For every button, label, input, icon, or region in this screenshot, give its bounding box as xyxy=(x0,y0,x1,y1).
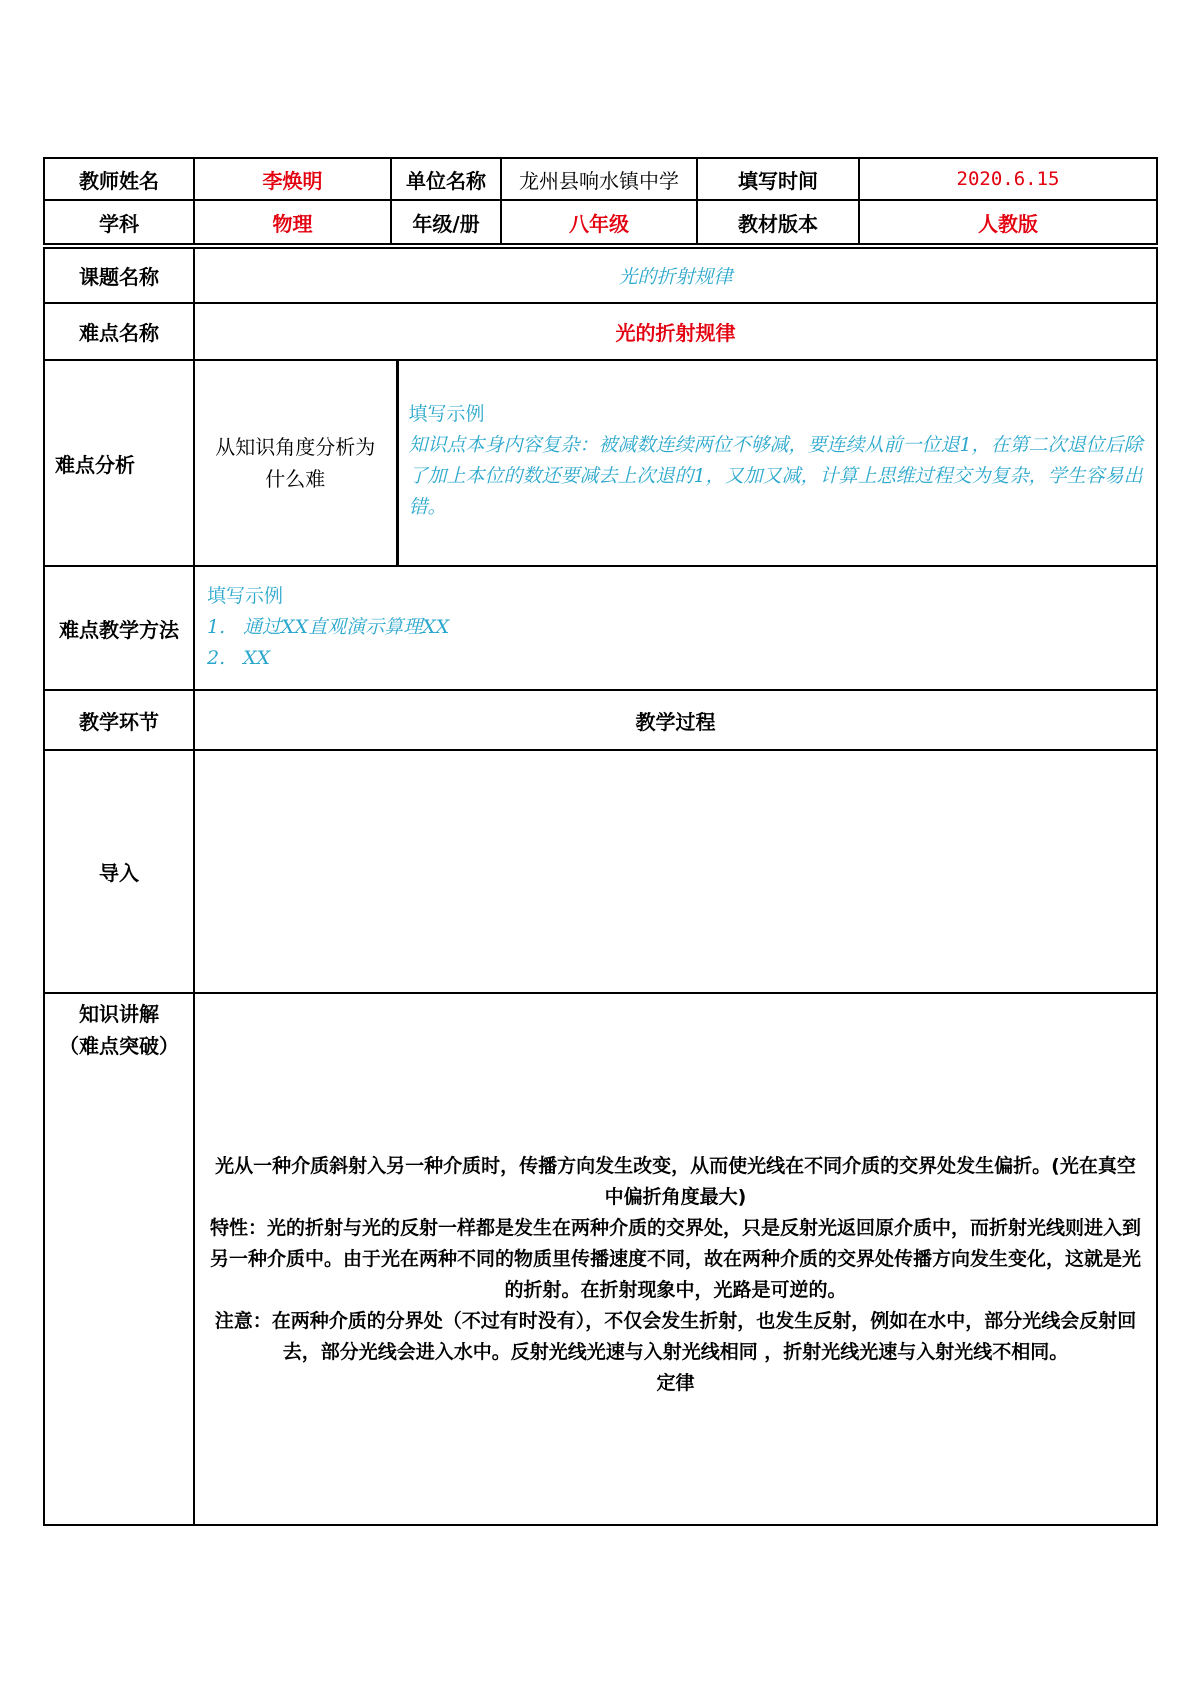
fill-date-label: 填写时间 xyxy=(697,158,859,200)
method-item xyxy=(207,643,1144,674)
lesson-plan-form xyxy=(43,157,1156,1526)
difficulty-value: 光的折射规律 xyxy=(194,303,1157,360)
knowledge-paragraph-law: 定律 xyxy=(656,1372,695,1394)
teaching-stage-label: 教学环节 xyxy=(44,690,194,750)
analysis-sub-label: 从知识角度分析为什么难 xyxy=(194,360,397,566)
knowledge-paragraph-property: 特性：光的折射与光的反射一样都是发生在两种介质的交界处，只是反射光返回原介质中，而折射光线则进入到另一种介质中。由于光在两种不同的物质里传播速度不同，故在两种介质的交界处传播方向发生变化，这就是光的折射。在折射现象中，光路是可逆的。 xyxy=(210,1217,1142,1301)
analysis-example-title: 填写示例 xyxy=(408,403,485,425)
difficulty-label: 难点名称 xyxy=(44,303,194,360)
header-table xyxy=(43,157,1158,245)
analysis-example-text: 知识点本身内容复杂：被减数连续两位不够减，要连续从前一位退1，在第二次退位后除了加上本位的数还要减去上次退的1，又加又减，计算上思维过程交为复杂，学生容易出错。 xyxy=(408,434,1143,518)
knowledge-label: 知识讲解 xyxy=(79,1002,159,1026)
teacher-name-label: 教师姓名 xyxy=(44,158,194,200)
textbook-edition-value: 人教版 xyxy=(859,200,1157,244)
knowledge-label-cell xyxy=(44,993,194,1525)
teaching-process-label: 教学过程 xyxy=(194,690,1157,750)
intro-content xyxy=(194,750,1157,993)
method-example-title: 填写示例 xyxy=(207,585,284,607)
analysis-example-cell xyxy=(397,360,1157,566)
method-item xyxy=(207,612,1144,643)
topic-label: 课题名称 xyxy=(44,248,194,303)
unit-name-label: 单位名称 xyxy=(391,158,501,200)
knowledge-text xyxy=(195,1151,1156,1399)
grade-label: 年级/册 xyxy=(391,200,501,244)
method-item-number: 2. xyxy=(207,647,226,669)
knowledge-paragraph-definition: 光从一种介质斜射入另一种介质时，传播方向发生改变，从而使光线在不同介质的交界处发生偏折。(光在真空中偏折角度最大) xyxy=(215,1155,1136,1208)
topic-value: 光的折射规律 xyxy=(194,248,1157,303)
intro-label: 导入 xyxy=(44,750,194,993)
textbook-edition-label: 教材版本 xyxy=(697,200,859,244)
teacher-name-value: 李焕明 xyxy=(194,158,391,200)
method-item-text: XX xyxy=(243,647,271,669)
method-item-text: 通过XX直观演示算理XX xyxy=(243,616,450,638)
subject-value: 物理 xyxy=(194,200,391,244)
grade-value: 八年级 xyxy=(501,200,697,244)
fill-date-value: 2020.6.15 xyxy=(859,158,1157,200)
unit-name-value: 龙州县响水镇中学 xyxy=(501,158,697,200)
detail-table xyxy=(43,247,1158,1526)
method-label: 难点教学方法 xyxy=(44,566,194,690)
knowledge-paragraph-note: 注意：在两种介质的分界处（不过有时没有），不仅会发生折射，也发生反射，例如在水中，部分光线会反射回去，部分光线会进入水中。反射光线光速与入射光线相同 ，折射光线光速与入射光线不相同。 xyxy=(214,1310,1137,1363)
subject-label: 学科 xyxy=(44,200,194,244)
knowledge-content xyxy=(194,993,1157,1525)
knowledge-sub-label: （难点突破） xyxy=(59,1034,179,1058)
method-item-number: 1. xyxy=(207,616,226,638)
analysis-label: 难点分析 xyxy=(44,360,194,566)
method-content xyxy=(194,566,1157,690)
